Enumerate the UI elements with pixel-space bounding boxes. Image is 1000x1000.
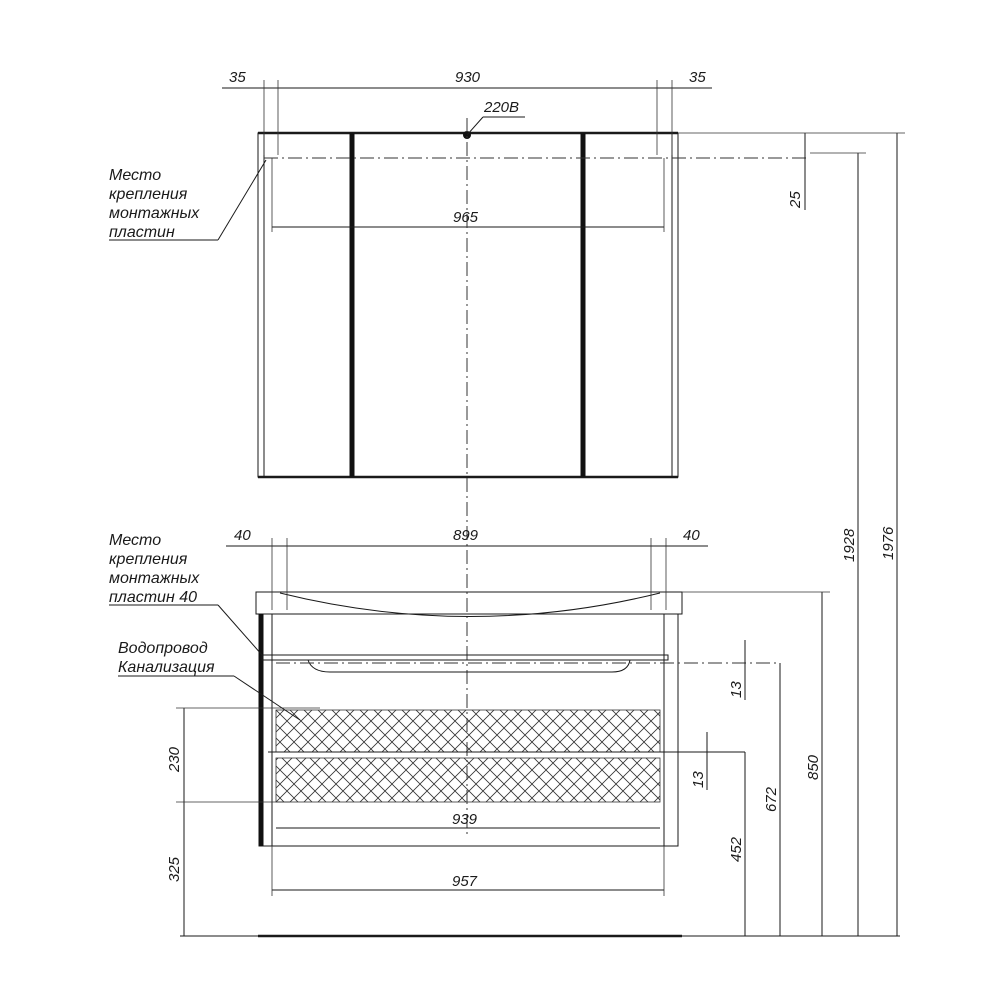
cabinet-mount-note-4: пластин xyxy=(109,224,175,241)
cabinet-mount-note-1: Место xyxy=(109,167,162,184)
dim-vanity-right: 40 xyxy=(683,527,700,544)
cabinet-mount-note-2: крепления xyxy=(109,186,188,203)
dim-drawer-gap-mid: 13 xyxy=(690,771,707,788)
dim-overall: 1976 xyxy=(880,526,897,560)
vanity-unit xyxy=(109,527,900,936)
basin-top xyxy=(256,592,682,614)
mirror-cabinet xyxy=(109,69,815,477)
dim-top-offset: 25 xyxy=(787,191,804,208)
dim-pipe-floor: 325 xyxy=(166,856,183,882)
pipes-note-2: Канализация xyxy=(118,659,215,676)
vanity-mount-note-3: монтажных xyxy=(109,570,200,587)
cabinet-note-leader xyxy=(218,160,266,240)
dim-cabinet-right: 35 xyxy=(689,69,706,86)
vanity-mount-note-1: Место xyxy=(109,532,162,549)
dim-cabinet-left: 35 xyxy=(229,69,246,86)
pipes-note-leader xyxy=(234,676,300,720)
cabinet-mount-note-3: монтажных xyxy=(109,205,200,222)
basin-curve xyxy=(280,593,660,617)
dim-vanity-left: 40 xyxy=(234,527,251,544)
dim-vanity-width: 899 xyxy=(453,527,479,544)
power-label: 220В xyxy=(484,99,520,116)
dim-drawer-gap-top: 13 xyxy=(728,681,745,698)
dim-total-width: 957 xyxy=(452,873,478,890)
dim-pipe-zone: 230 xyxy=(166,746,183,772)
pipe-zone-lower xyxy=(276,758,660,802)
dim-top-height: 850 xyxy=(805,754,822,780)
pipe-zone-upper xyxy=(276,710,660,752)
dim-plate-span: 965 xyxy=(453,209,479,226)
cabinet-outline xyxy=(258,133,678,477)
dim-drawer-floor: 452 xyxy=(728,836,745,862)
dim-cabinet-width: 930 xyxy=(455,69,481,86)
dim-cabinet-mount: 1928 xyxy=(841,528,858,562)
pipes-note-1: Водопровод xyxy=(118,640,208,657)
dim-top-drawer-floor: 672 xyxy=(763,786,780,812)
vanity-mount-note-4: пластин 40 xyxy=(109,589,197,606)
drawer-top-rail xyxy=(262,655,668,660)
dim-drawer-width: 939 xyxy=(452,811,478,828)
vanity-note-leader xyxy=(218,605,262,655)
vanity-mount-note-2: крепления xyxy=(109,551,188,568)
basin-bowl xyxy=(308,660,630,672)
